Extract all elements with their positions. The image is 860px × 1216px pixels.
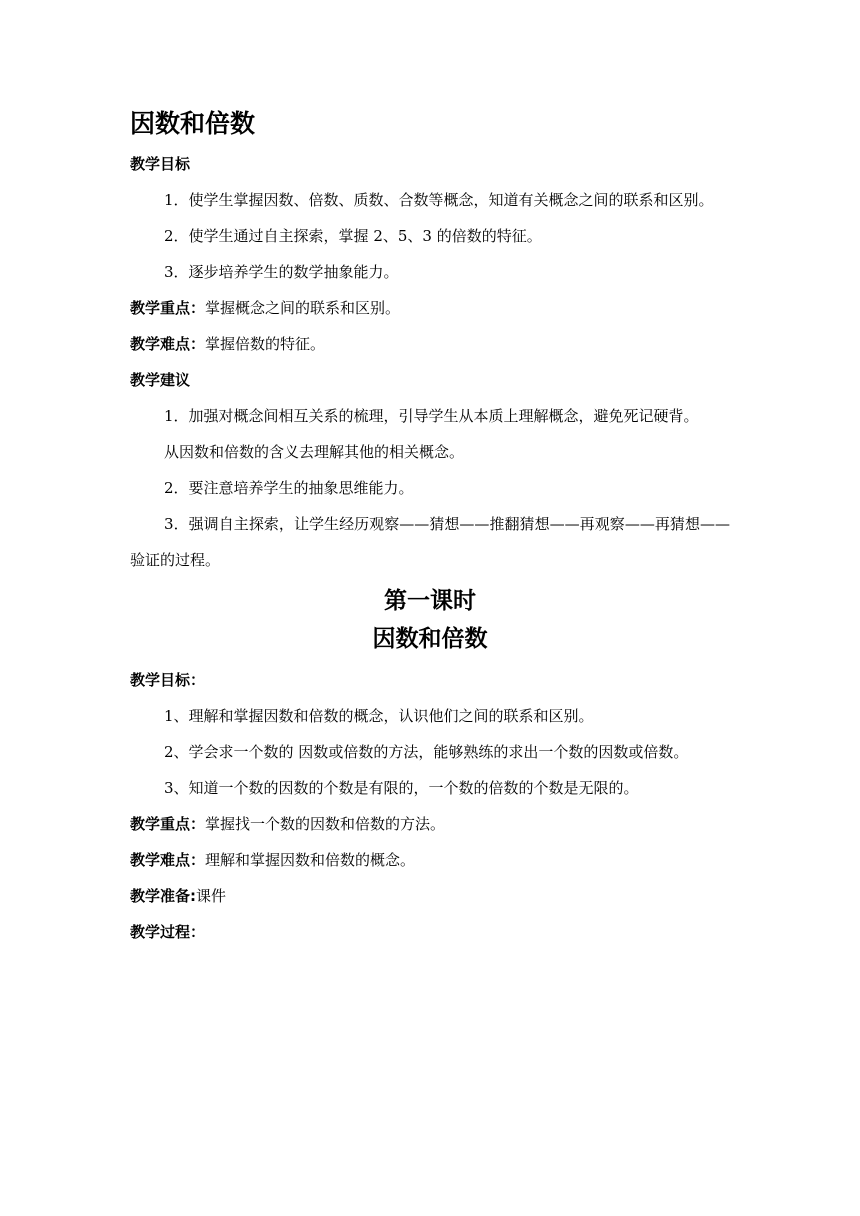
- lesson-goal-item: 3、知道一个数的因数的个数是有限的，一个数的倍数的个数是无限的。: [164, 779, 639, 797]
- advice-item: 1．加强对概念间相互关系的梳理，引导学生从本质上理解概念，避免死记硬背。: [164, 407, 699, 425]
- advice-item: 从因数和倍数的含义去理解其他的相关概念。: [164, 443, 465, 461]
- lesson-prep-label: 教学准备:: [130, 887, 196, 905]
- lesson-goals-heading: 教学目标：: [130, 671, 206, 689]
- lesson-title: 第一课时: [384, 588, 476, 614]
- goal-item: 1．使学生掌握因数、倍数、质数、合数等概念，知道有关概念之间的联系和区别。: [164, 191, 714, 209]
- lesson-key-label: 教学重点：: [130, 815, 206, 833]
- lesson-prep-text: 课件: [196, 887, 227, 905]
- difficulty-label: 教学难点：: [130, 335, 206, 353]
- key-point-label: 教学重点：: [130, 299, 206, 317]
- advice-heading: 教学建议: [130, 371, 191, 389]
- goal-item: 2．使学生通过自主探索，掌握 2、5、3 的倍数的特征。: [164, 227, 542, 245]
- lesson-goal-item: 1、理解和掌握因数和倍数的概念，认识他们之间的联系和区别。: [164, 707, 594, 725]
- document-title: 因数和倍数: [130, 109, 256, 138]
- advice-item: 2．要注意培养学生的抽象思维能力。: [164, 479, 414, 497]
- lesson-goal-item: 2、学会求一个数的 因数或倍数的方法，能够熟练的求出一个数的因数或倍数。: [164, 743, 689, 761]
- goal-item: 3．逐步培养学生的数学抽象能力。: [164, 263, 399, 281]
- lesson-prep: [130, 878, 730, 914]
- advice-item: 3．强调自主探索，让学生经历观察——猜想——推翻猜想——再观察——再猜想——验证的过程。: [130, 515, 730, 569]
- lesson-key-point: [130, 806, 730, 842]
- key-point-text: 掌握概念之间的联系和区别。: [205, 299, 401, 317]
- lesson-difficulty-point: [130, 842, 730, 878]
- key-point: [130, 290, 730, 326]
- lesson-difficulty-label: 教学难点：: [130, 851, 206, 869]
- lesson-process: [130, 914, 730, 950]
- lesson-process-label: 教学过程：: [130, 923, 206, 941]
- difficulty-point: [130, 326, 730, 362]
- document-page: [130, 104, 730, 950]
- lesson-key-text: 掌握找一个数的因数和倍数的方法。: [205, 815, 446, 833]
- goals-heading: 教学目标: [130, 155, 191, 173]
- difficulty-text: 掌握倍数的特征。: [205, 335, 326, 353]
- lesson-difficulty-text: 理解和掌握因数和倍数的概念。: [205, 851, 416, 869]
- lesson-subtitle: 因数和倍数: [372, 626, 488, 652]
